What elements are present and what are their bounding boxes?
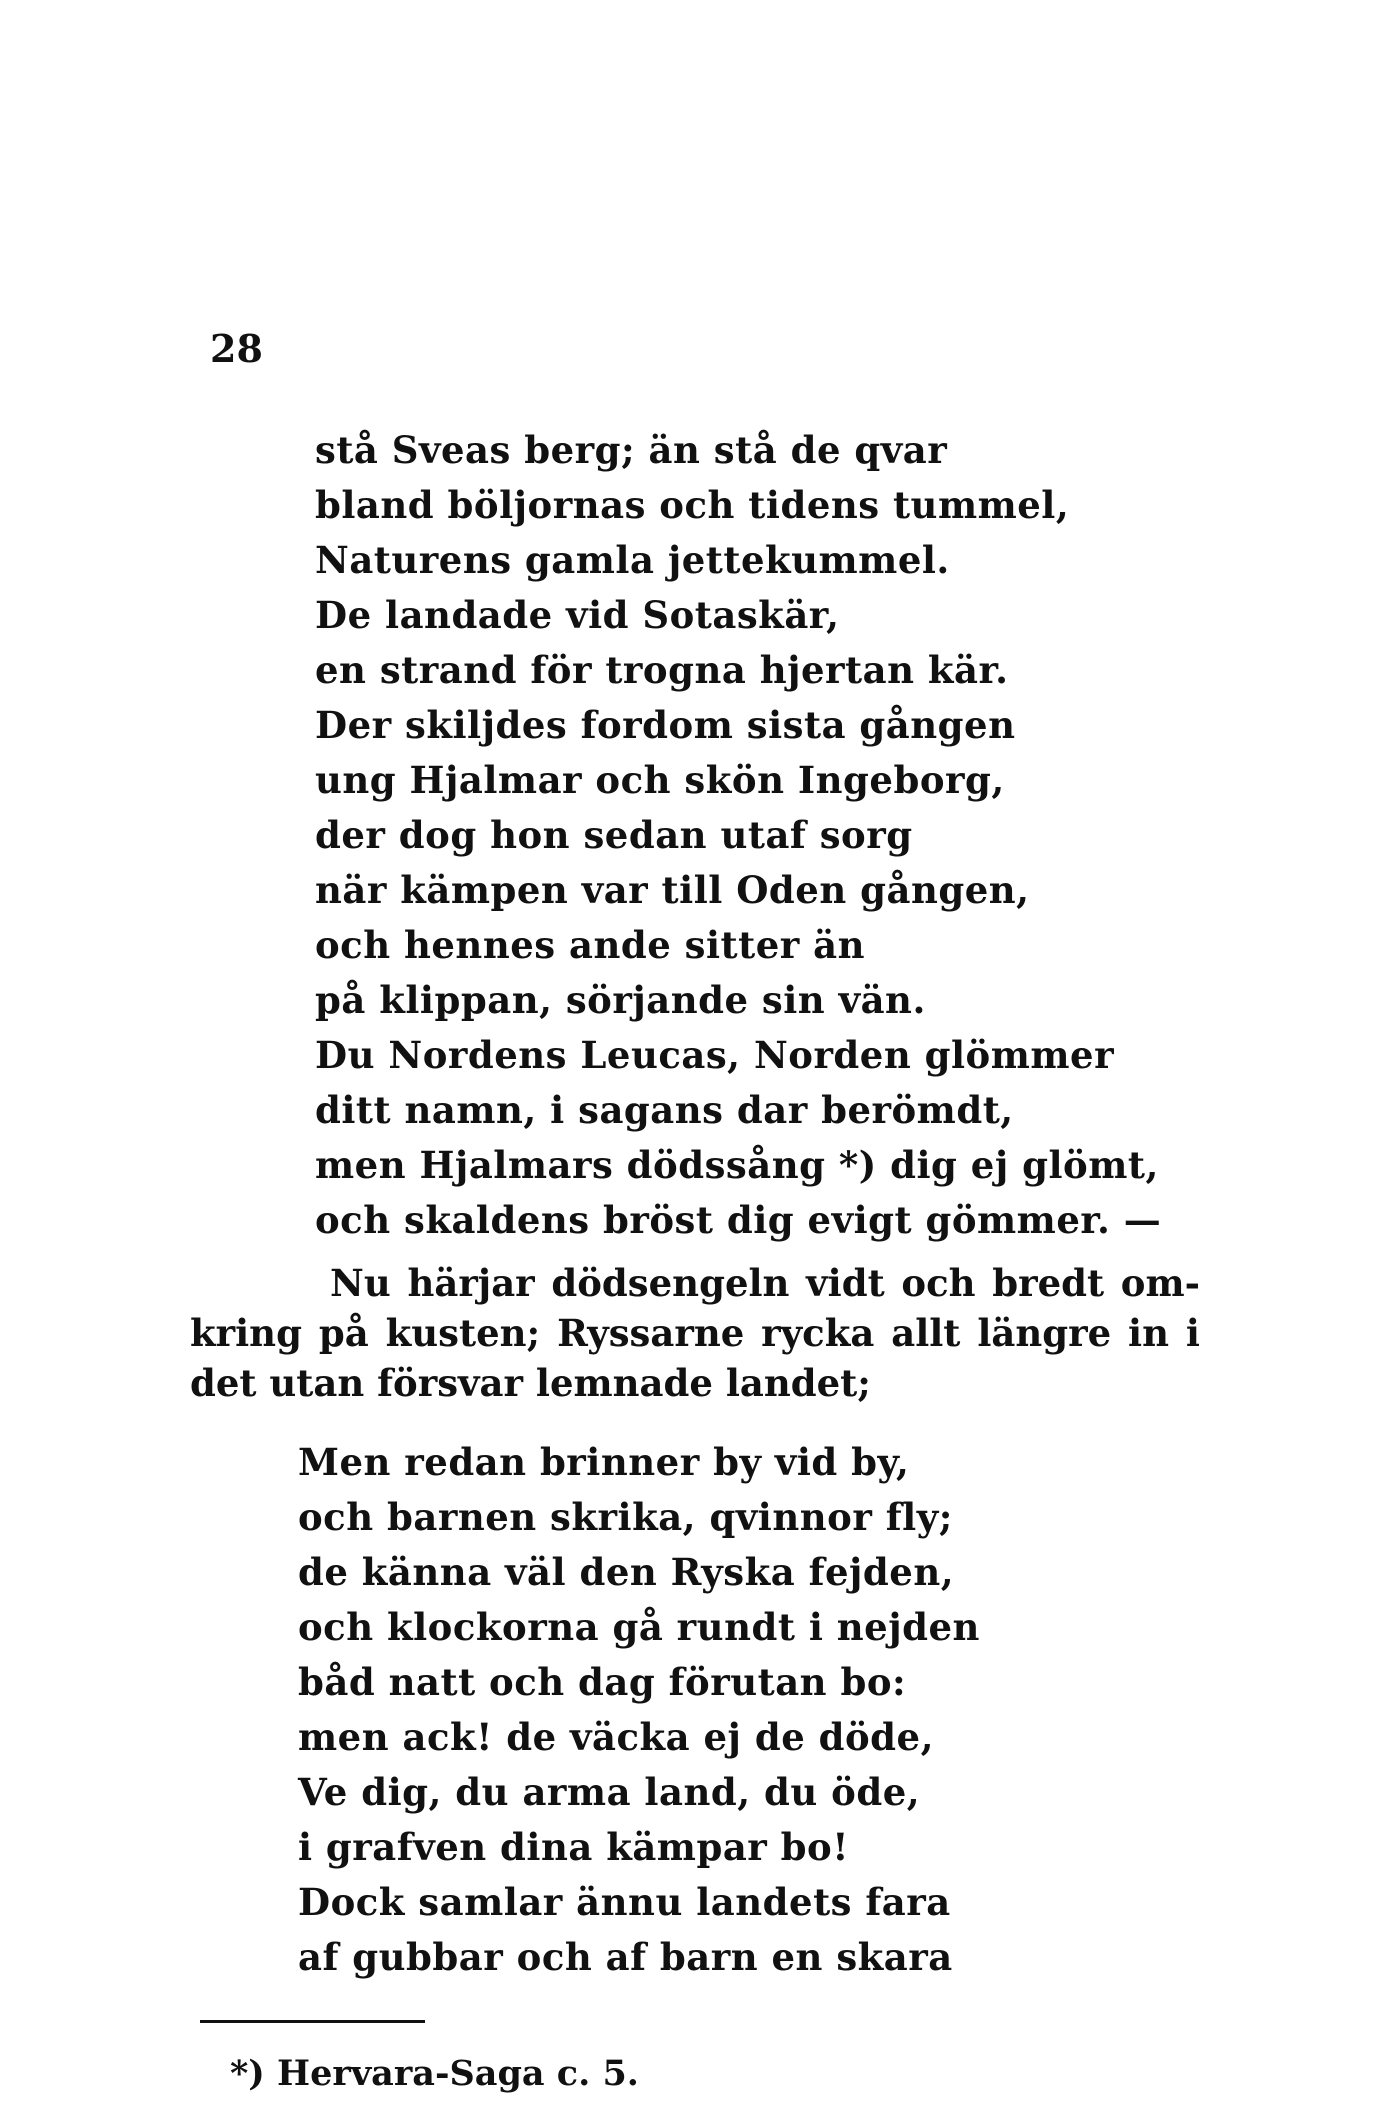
verse-line: en strand för trogna hjertan kär. — [315, 648, 1009, 692]
verse-line: Du Nordens Leucas, Norden glömmer — [315, 1033, 1115, 1077]
verse-line: de känna väl den Ryska fejden, — [298, 1550, 955, 1594]
poem-stanza-1 — [315, 423, 1161, 1248]
footnote-divider — [200, 2020, 425, 2023]
verse-line: af gubbar och af barn en skara — [298, 1935, 953, 1979]
verse-line: och hennes ande sitter än — [315, 923, 866, 967]
verse-line: Naturens gamla jettekummel. — [315, 538, 950, 582]
footnote: *) Hervara-Saga c. 5. — [230, 2053, 639, 2094]
verse-line: men ack! de väcka ej de döde, — [298, 1715, 934, 1759]
poem-stanza-2 — [298, 1435, 980, 1985]
verse-line: Men redan brinner by vid by, — [298, 1440, 910, 1484]
page-number: 28 — [210, 326, 263, 371]
verse-line: Der skiljdes fordom sista gången — [315, 703, 1016, 747]
verse-line: ditt namn, i sagans dar berömdt, — [315, 1088, 1014, 1132]
verse-line: bland böljornas och tidens tummel, — [315, 483, 1070, 527]
verse-line: der dog hon sedan utaf sorg — [315, 813, 913, 857]
verse-line: De landade vid Sotaskär, — [315, 593, 840, 637]
verse-line: på klippan, sörjande sin vän. — [315, 978, 926, 1022]
verse-line: stå Sveas berg; än stå de qvar — [315, 428, 948, 472]
prose-line: kring på kusten; Ryssarne rycka allt längre in i — [190, 1311, 1200, 1355]
verse-line: och barnen skrika, qvinnor fly; — [298, 1495, 953, 1539]
prose-paragraph — [190, 1258, 1200, 1408]
verse-line: Dock samlar ännu landets fara — [298, 1880, 951, 1924]
verse-line: och klockorna gå rundt i nejden — [298, 1605, 980, 1649]
verse-line: Ve dig, du arma land, du öde, — [298, 1770, 921, 1814]
verse-line: och skaldens bröst dig evigt gömmer. — — [315, 1198, 1162, 1242]
prose-line: Nu härjar dödsengeln vidt och bredt om- — [330, 1261, 1200, 1305]
verse-line: men Hjalmars dödssång *) dig ej glömt, — [315, 1143, 1159, 1187]
prose-line: det utan försvar lemnade landet; — [190, 1361, 871, 1405]
verse-line: när kämpen var till Oden gången, — [315, 868, 1030, 912]
verse-line: ung Hjalmar och skön Ingeborg, — [315, 758, 1005, 802]
verse-line: i grafven dina kämpar bo! — [298, 1825, 849, 1869]
verse-line: båd natt och dag förutan bo: — [298, 1660, 907, 1704]
